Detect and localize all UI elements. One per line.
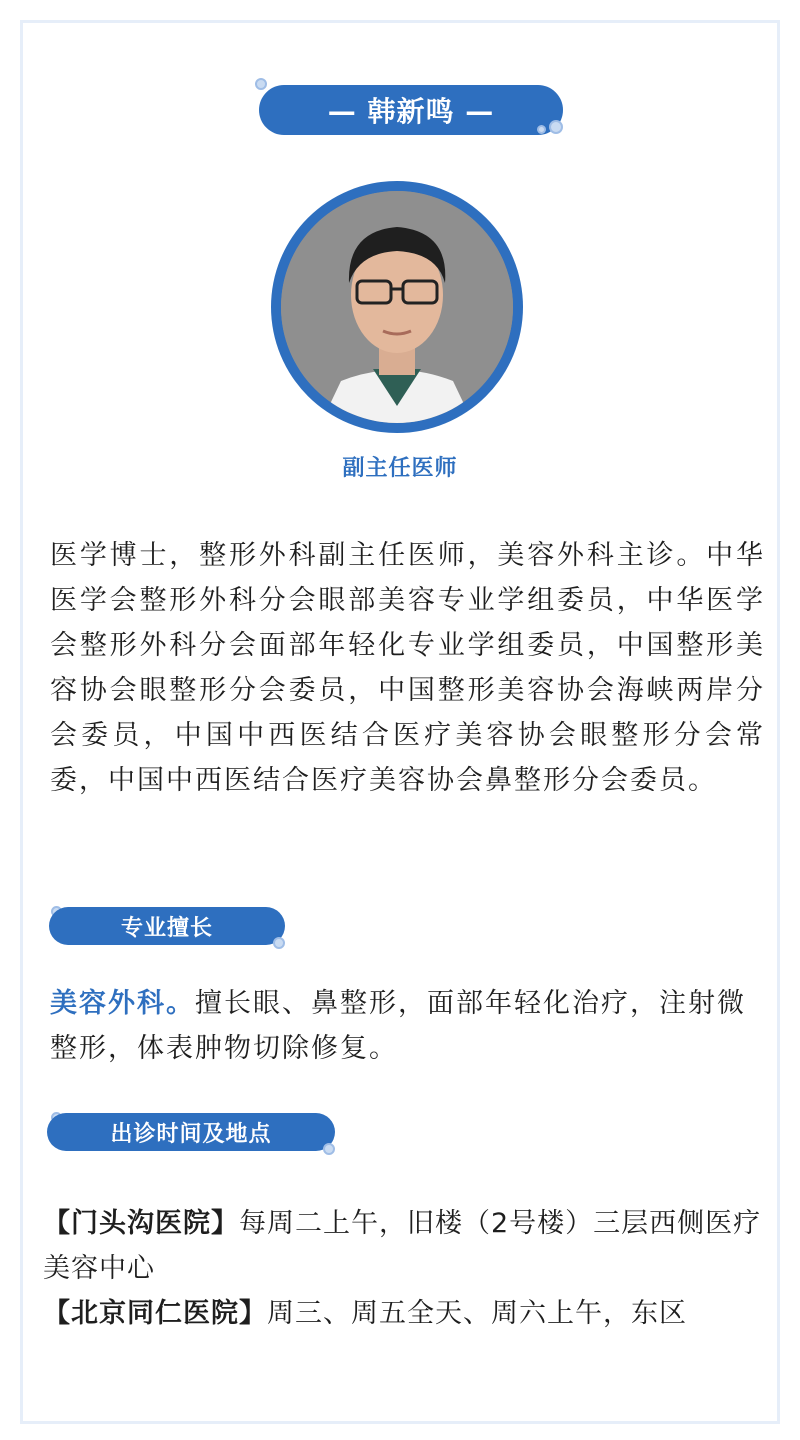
schedule-list (43, 1201, 768, 1336)
schedule-detail: 每周二上午，旧楼（2号楼）三层西侧医疗美容中心 (43, 1208, 762, 1284)
doctor-portrait-icon (281, 191, 513, 423)
schedule-heading: 出诊时间及地点 (47, 1113, 335, 1151)
hospital-name: 【门头沟医院】 (43, 1208, 239, 1239)
page-frame (20, 20, 780, 1424)
schedule-detail: 周三、周五全天、周六上午，东区 (267, 1298, 687, 1329)
avatar (271, 181, 523, 433)
decor-dot (537, 125, 546, 134)
schedule-entry (43, 1291, 768, 1336)
specialty-text (50, 981, 765, 1071)
specialty-heading: 专业擅长 (49, 907, 285, 945)
hospital-name: 【北京同仁医院】 (43, 1298, 267, 1329)
specialty-detail: 擅长眼、鼻整形，面部年轻化治疗，注射微整形，体表肿物切除修复。 (50, 988, 746, 1064)
decor-dot (255, 78, 267, 90)
specialty-highlight: 美容外科。 (50, 988, 195, 1019)
schedule-entry (43, 1201, 768, 1291)
decor-dot (323, 1143, 335, 1155)
doctor-bio: 医学博士，整形外科副主任医师，美容外科主诊。中华医学会整形外科分会眼部美容专业学组委员，中华医学会整形外科分会面部年轻化专业学组委员，中国整形美容协会眼整形分会委员，中国整形美容协会海峡两岸分会委员，中国中西医结合医疗美容协会眼整形分会常委，中国中西医结合医疗美容协会鼻整形分会委员。 (50, 540, 765, 796)
decor-dot (273, 937, 285, 949)
doctor-name-banner: — 韩新鸣 — (259, 85, 563, 135)
doctor-title: 副主任医师 (342, 456, 458, 481)
decor-dot (549, 120, 563, 134)
